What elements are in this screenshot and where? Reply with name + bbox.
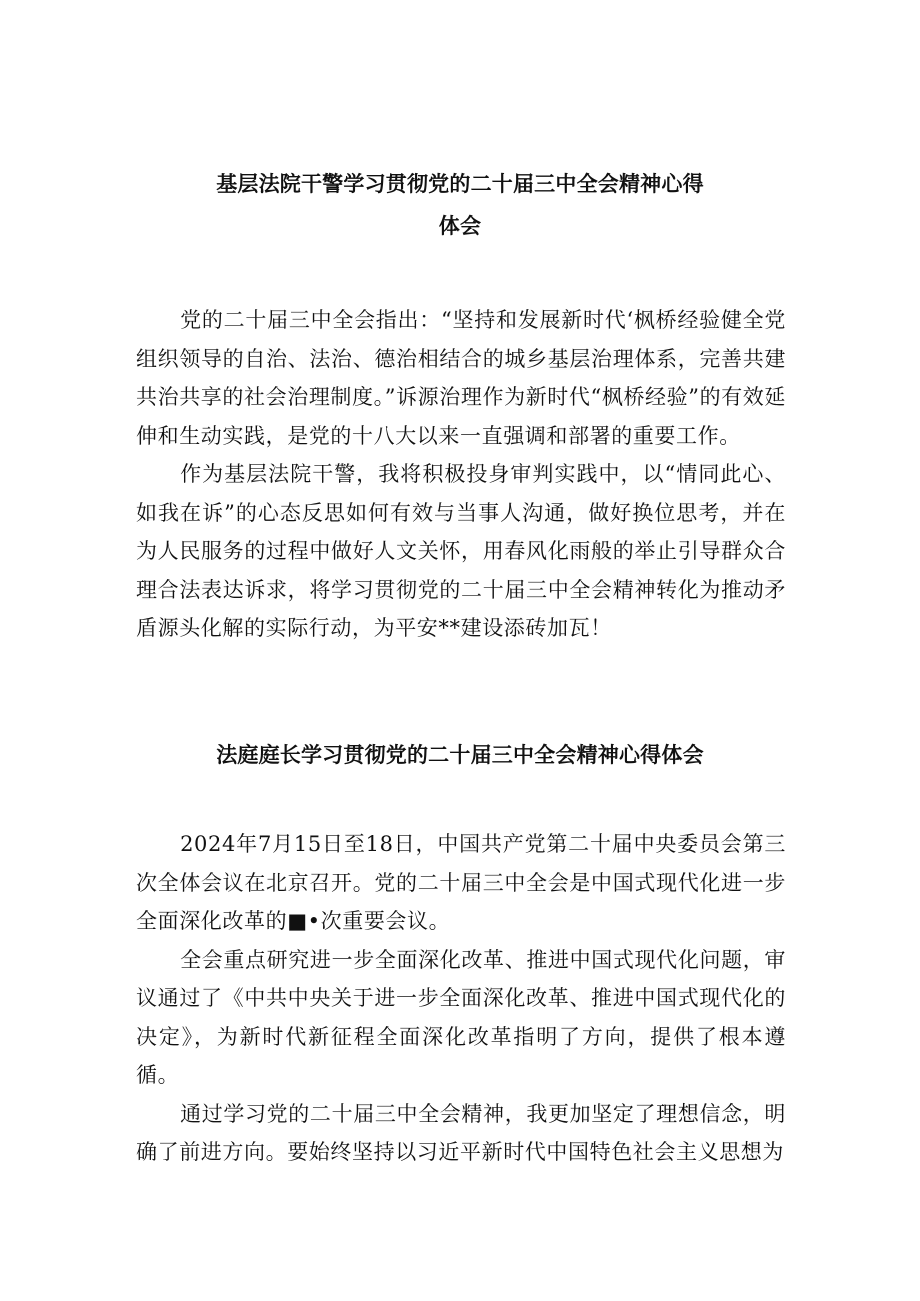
section1-paragraph-1: 党的二十届三中全会指出：“坚持和发展新时代‘枫桥经验健全党组织领导的自治、法治、德治相结合的城乡基层治理体系，完善共建共治共享的社会治理制度。”诉源治理作为新时代“枫桥经验”的有效延伸和生动实践，是党的十八大以来一直强调和部署的重要工作。 [136, 308, 786, 448]
section2-paragraph-2: 全会重点研究进一步全面深化改革、推进中国式现代化问题，审议通过了《中共中央关于进一步全面深化改革、推进中国式现代化的决定》，为新时代新征程全面深化改革指明了方向，提供了根本遵循。 [136, 947, 786, 1087]
section2-paragraph-1: 2024年7月15日至18日，中国共产党第二十届中央委员会第三次全体会议在北京召开。党的二十届三中全会是中国式现代化进一步全面深化改革的■•次重要会议。 [136, 832, 786, 933]
section1-paragraph-2: 作为基层法院干警，我将积极投身审判实践中，以“情同此心、如我在诉”的心态反思如何有效与当事人沟通，做好换位思考，并在为人民服务的过程中做好人文关怀，用春风化雨般的举止引导群众合理合法表达诉求，将学习贯彻党的二十届三中全会精神转化为推动矛盾源头化解的实际行动，为平安**建设添砖加瓦！ [136, 462, 786, 640]
section1-title [130, 163, 790, 247]
section2-paragraph-3: 通过学习党的二十届三中全会精神，我更加坚定了理想信念，明确了前进方向。要始终坚持以习近平新时代中国特色社会主义思想为 [136, 1101, 786, 1164]
section2-title: 法庭庭长学习贯彻党的二十届三中全会精神心得体会 [216, 743, 704, 767]
section1-body [136, 301, 786, 648]
section1-title-line2: 体会 [438, 214, 482, 238]
section1-title-line1: 基层法院干警学习贯彻党的二十届三中全会精神心得 [216, 172, 704, 196]
section2-body [136, 825, 786, 1172]
